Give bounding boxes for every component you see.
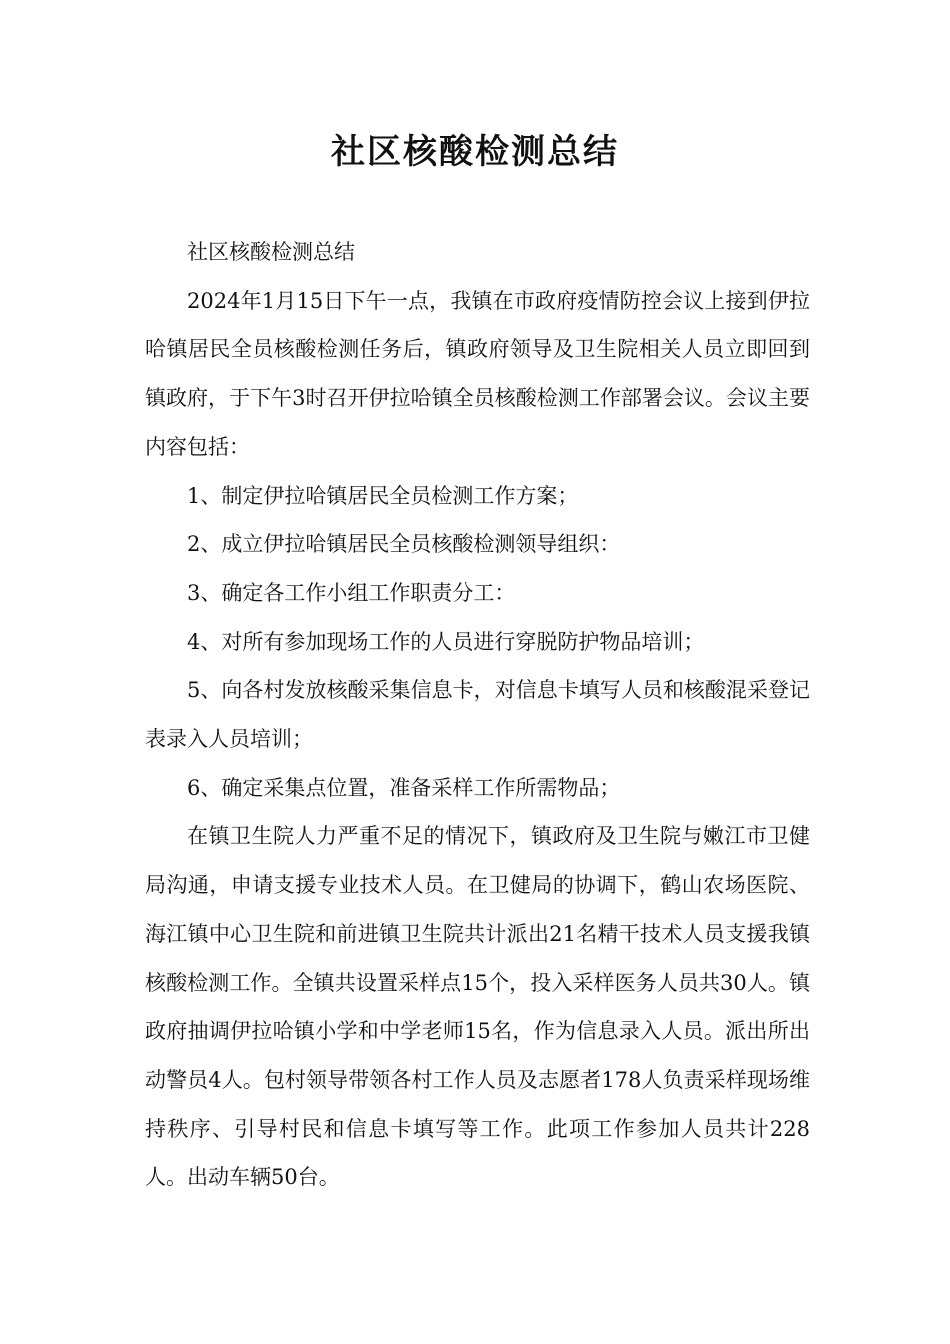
list-item-2: 2、成立伊拉哈镇居民全员核酸检测领导组织： xyxy=(187,532,621,557)
list-item-4: 4、对所有参加现场工作的人员进行穿脱防护物品培训； xyxy=(187,629,705,654)
support-paragraph: 在镇卫生院人力严重不足的情况下，镇政府及卫生院与嫩江市卫健局沟通，申请支援专业技术人员。在卫健局的协调下，鹤山农场医院、海江镇中心卫生院和前进镇卫生院共计派出21名精干技术人员支援我镇核酸检测工作。全镇共设置采样点15个，投入采样医务人员共30人。镇政府抽调伊拉哈镇小学和中学老师15名，作为信息录入人员。派出所出动警员4人。包村领导带领各村工作人员及志愿者178人负责采样现场维持秩序、引导村民和信息卡填写等工作。此项工作参加人员共计228人。出动车辆50台。 xyxy=(145,824,810,1190)
document-title: 社区核酸检测总结 xyxy=(331,132,619,172)
intro-paragraph: 2024年1月15日下午一点，我镇在市政府疫情防控会议上接到伊拉哈镇居民全员核酸检测任务后，镇政府领导及卫生院相关人员立即回到镇政府，于下午3时召开伊拉哈镇全员核酸检测工作部署会议。会议主要内容包括： xyxy=(145,288,810,459)
list-item-6: 6、确定采集点位置，准备采样工作所需物品； xyxy=(187,775,621,800)
subtitle-paragraph: 社区核酸检测总结 xyxy=(187,240,355,264)
document-body xyxy=(145,228,810,1202)
list-item-1: 1、制定伊拉哈镇居民全员检测工作方案； xyxy=(187,483,579,508)
list-item-5: 5、向各村发放核酸采集信息卡，对信息卡填写人员和核酸混采登记表录入人员培训； xyxy=(145,678,810,752)
list-item-3: 3、确定各工作小组工作职责分工： xyxy=(187,580,516,605)
